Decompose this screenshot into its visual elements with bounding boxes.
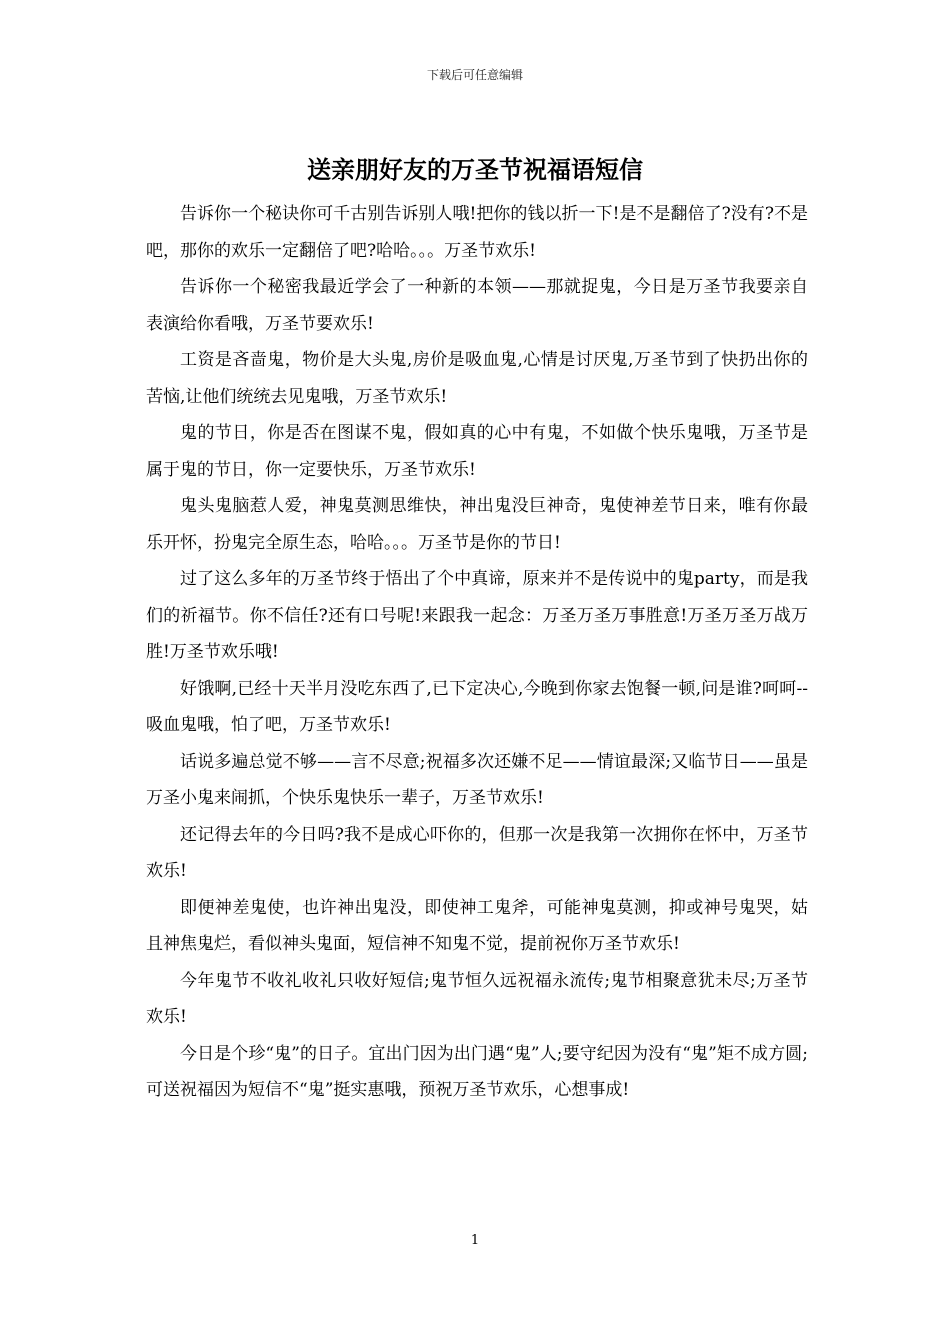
document-title: 送亲朋好友的万圣节祝福语短信 bbox=[307, 155, 643, 184]
paragraph: 鬼头鬼脑惹人爱，神鬼莫测思维快，神出鬼没巨神奇，鬼使神差节日来，唯有你最乐开怀，扮鬼完全原生态，哈哈。。。万圣节是你的节日! bbox=[146, 496, 808, 553]
page-header-note: 下载后可任意编辑 bbox=[426, 68, 523, 82]
page-number: 1 bbox=[470, 1233, 480, 1248]
paragraph: 好饿啊,已经十天半月没吃东西了,已下定决心,今晚到你家去饱餐一顿,问是谁?呵呵--吸血鬼哦，怕了吧，万圣节欢乐! bbox=[146, 678, 808, 735]
paragraph: 话说多遍总觉不够——言不尽意;祝福多次还嫌不足——情谊最深;又临节日——虽是万圣小鬼来闹抓，个快乐鬼快乐一辈子，万圣节欢乐! bbox=[146, 751, 808, 808]
paragraph: 今年鬼节不收礼收礼只收好短信;鬼节恒久远祝福永流传;鬼节相聚意犹未尽;万圣节欢乐! bbox=[146, 970, 808, 1027]
paragraph: 告诉你一个秘诀你可千古别告诉别人哦!把你的钱以折一下!是不是翻倍了?没有?不是吧，那你的欢乐一定翻倍了吧?哈哈。。。万圣节欢乐! bbox=[146, 204, 808, 261]
paragraph: 鬼的节日，你是否在图谋不鬼，假如真的心中有鬼，不如做个快乐鬼哦，万圣节是属于鬼的节日，你一定要快乐，万圣节欢乐! bbox=[146, 423, 808, 480]
paragraph: 今日是个珍“鬼”的日子。宜出门因为出门遇“鬼”人;要守纪因为没有“鬼”矩不成方圆;可送祝福因为短信不“鬼”挺实惠哦，预祝万圣节欢乐，心想事成! bbox=[146, 1043, 808, 1100]
paragraph: 告诉你一个秘密我最近学会了一种新的本领——那就捉鬼，今日是万圣节我要亲自表演给你看哦，万圣节要欢乐! bbox=[146, 277, 808, 334]
paragraph: 工资是吝啬鬼，物价是大头鬼,房价是吸血鬼,心情是讨厌鬼,万圣节到了快扔出你的苦恼,让他们统统去见鬼哦，万圣节欢乐! bbox=[146, 350, 808, 407]
paragraph: 还记得去年的今日吗?我不是成心吓你的，但那一次是我第一次拥你在怀中，万圣节欢乐! bbox=[146, 824, 808, 881]
document-body bbox=[146, 196, 808, 1109]
paragraph: 即便神差鬼使，也许神出鬼没，即使神工鬼斧，可能神鬼莫测，抑或神号鬼哭，姑且神焦鬼烂，看似神头鬼面，短信神不知鬼不觉，提前祝你万圣节欢乐! bbox=[146, 897, 808, 954]
paragraph: 过了这么多年的万圣节终于悟出了个中真谛，原来并不是传说中的鬼party，而是我们的祈福节。你不信任?还有口号呢!来跟我一起念：万圣万圣万事胜意!万圣万圣万战万胜!万圣节欢乐哦! bbox=[146, 569, 808, 662]
